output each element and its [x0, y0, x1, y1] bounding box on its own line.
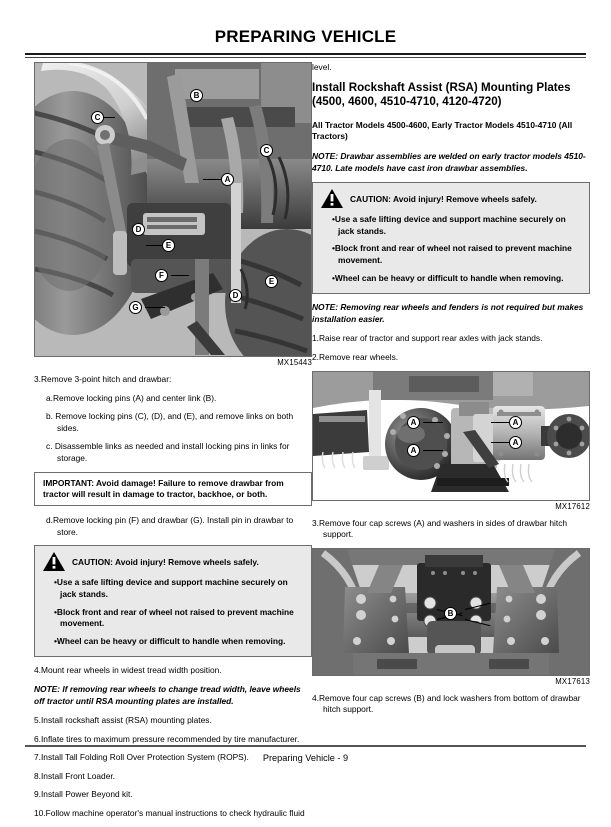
important-notice-box: [34, 472, 312, 507]
warning-triangle-icon: [43, 552, 65, 571]
leader-line: [491, 442, 509, 443]
step-3-right: 3.Remove four cap screws (A) and washers in sides of drawbar hitch support.: [312, 517, 568, 540]
callout-C-upper-left: C: [91, 111, 104, 124]
callout-A-upper-left: A: [407, 416, 420, 429]
caution-bullet: •Wheel can be heavy or difficult to handle when removing.: [332, 272, 564, 283]
step-9: 9.Install Power Beyond kit.: [34, 789, 133, 800]
leader-line: [171, 275, 189, 276]
tractor-models-subheading: All Tractor Models 4500-4600, Early Tractor Models 4510-4710 (All Tractors): [312, 119, 573, 142]
note-removing-wheels: NOTE: Removing rear wheels and fenders is not required but makes installation easier.: [312, 302, 584, 324]
step-4-right: 4.Remove four cap screws (B) and lock washers from bottom of drawbar hitch support.: [312, 692, 581, 715]
leader-line: [491, 422, 509, 423]
footer-rule: [25, 745, 586, 747]
callout-C-right: C: [260, 144, 273, 157]
continued-text-level: level.: [312, 62, 332, 72]
figure-image-mx17612: [312, 371, 590, 501]
important-notice-text: IMPORTANT: Avoid damage! Failure to remove drawbar from tractor will result in damage to tractor, backhoe, or both.: [43, 477, 284, 500]
section-heading: Install Rockshaft Assist (RSA) Mounting Plates (4500, 4600, 4510-4710, 4120-4720): [312, 80, 571, 109]
header-rule-thin: [25, 57, 586, 58]
figure-mx17612: [312, 371, 590, 511]
figure-image-mx15443: [34, 62, 312, 357]
step-10: 10.Follow machine operator's manual instructions to check hydraulic fluid: [34, 808, 305, 819]
step-8: 8.Install Front Loader.: [34, 770, 116, 781]
step-4: 4.Mount rear wheels in widest tread width position.: [34, 665, 222, 676]
step-7: 7.Install Tall Folding Roll Over Protection System (ROPS).: [34, 752, 249, 763]
figure-caption-mx15443: MX15443: [277, 358, 312, 367]
caution-heading-row: [321, 189, 581, 208]
callout-B: B: [444, 607, 457, 620]
callout-F: F: [155, 269, 168, 282]
step-3a: a.Remove locking pins (A) and center link (B).: [46, 392, 217, 403]
caution-bullet: •Use a safe lifting device and support machine securely on jack stands.: [54, 577, 288, 599]
figure-image-mx17613: [312, 548, 590, 676]
figure-caption-mx17612: MX17612: [555, 501, 590, 511]
leader-line: [146, 245, 162, 246]
left-column: [34, 62, 312, 827]
leader-line: [145, 307, 165, 308]
right-column: [312, 62, 590, 723]
step-3: 3.Remove 3-point hitch and drawbar:: [34, 374, 172, 384]
callout-A: A: [221, 173, 234, 186]
caution-heading-row: [43, 552, 303, 571]
step-3d: d.Remove locking pin (F) and drawbar (G). Install pin in drawbar to store.: [46, 515, 294, 537]
callout-A-upper-right: A: [509, 416, 522, 429]
header-rule-thick: [25, 53, 586, 55]
step-3c: c. Disassemble links as needed and install locking pins in links for storage.: [46, 441, 290, 463]
note-tread-width: NOTE: If removing rear wheels to change tread width, leave wheels off tractor until RSA mounting plates are installed.: [34, 683, 301, 706]
figure-mx15443: [34, 62, 312, 367]
callout-G: G: [129, 301, 142, 314]
callout-E-right: E: [265, 275, 278, 288]
callout-A-lower-left: A: [407, 444, 420, 457]
step-5: 5.Install rockshaft assist (RSA) mounting plates.: [34, 715, 212, 726]
caution-bullet: •Block front and rear of wheel not raised to prevent machine movement.: [332, 243, 572, 265]
step-6: 6.Inflate tires to maximum pressure recommended by tire manufacturer.: [34, 733, 300, 744]
step-1: 1.Raise rear of tractor and support rear axles with jack stands.: [312, 333, 543, 344]
figure-caption-mx17613: MX17613: [555, 676, 590, 686]
leader-line: [423, 422, 443, 423]
footer-page-label: Preparing Vehicle - 9: [262, 753, 349, 763]
callout-A-lower-right: A: [509, 436, 522, 449]
callout-D-left: D: [132, 223, 145, 236]
callout-D-right: D: [229, 289, 242, 302]
caution-heading-text: CAUTION: Avoid injury! Remove wheels safely.: [72, 556, 259, 567]
caution-box-left: [34, 545, 312, 657]
leader-line: [423, 450, 443, 451]
callout-B: B: [190, 89, 203, 102]
step-2: 2.Remove rear wheels.: [312, 351, 399, 362]
warning-triangle-icon: [321, 189, 343, 208]
page-header: [0, 0, 611, 58]
caution-box-right: [312, 182, 590, 294]
step-3b: b. Remove locking pins (C), (D), and (E), and remove links on both sides.: [46, 411, 294, 433]
note-drawbar-assemblies: NOTE: Drawbar assemblies are welded on early tractor models 4510-4710. Late models have cast iron drawbar assemblies.: [312, 150, 586, 173]
caution-bullet: •Use a safe lifting device and support machine securely on jack stands.: [332, 214, 566, 236]
caution-bullet: •Block front and rear of wheel not raised to prevent machine movement.: [54, 606, 294, 629]
caution-bullet: •Wheel can be heavy or difficult to handle when removing.: [54, 635, 286, 646]
page-title: PREPARING VEHICLE: [214, 27, 397, 46]
caution-heading-text: CAUTION: Avoid injury! Remove wheels safely.: [350, 193, 537, 204]
figure-mx17613: [312, 548, 590, 686]
callout-E-left: E: [162, 239, 175, 252]
